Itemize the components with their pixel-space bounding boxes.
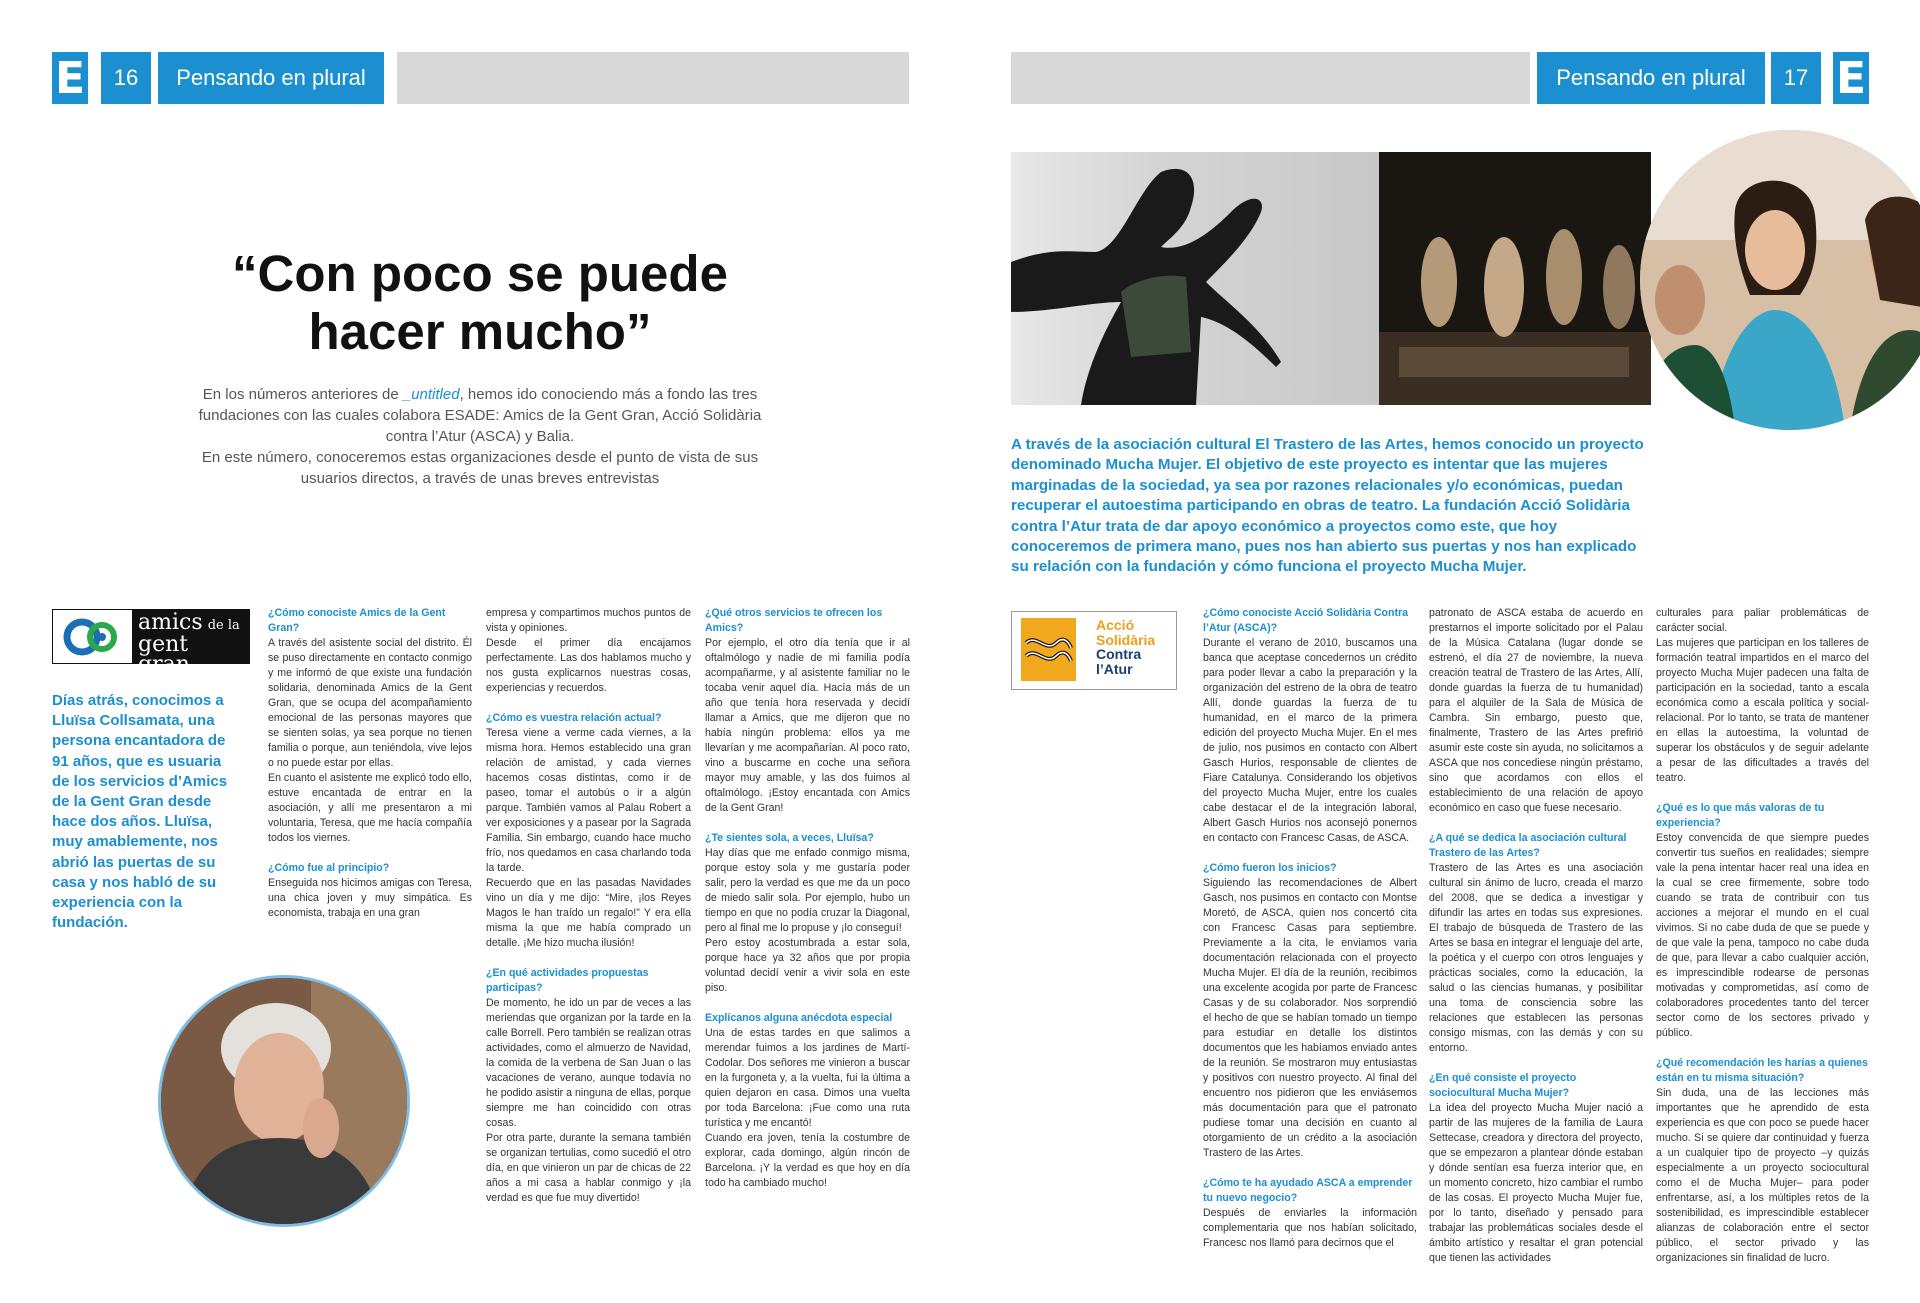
question: ¿Cómo es vuestra relación actual? [486,712,662,724]
answer-paragraph: Por ejemplo, el otro día tenía que ir al oftalmólogo y nadie de mi familia podía acompañarme, y al asistente familiar no le tocaba venir aquel día. Hacía más de un año que tenía hora reservada y decidí llamar a Amics, que me dijeron que no había ningún problema: ellos ya me llevarían y me acompañarían. Al poco rato, vino a buscarme en coche una señora mayor muy amable, y las dos fuimos al oftalmólogo. ¡Estoy encantada con Amics de la Gent Gran! [705,637,910,814]
mannequins-photo [1379,152,1651,405]
paragraph-gap [268,846,472,861]
answer-paragraph: Siguiendo las recomendaciones de Albert Gasch, nos pusimos en contacto con Montse Moretó, de ASCA, quien nos concertó cita con Francesc Casas para septiembre. Previamente a la cita, le enviamos varia documentación relacionada con el proyecto Mucha Mujer. El día de la reunión, recibimos una excelente acogida por parte de Francesc Casas y de su colaborador. Nos sorprendió el hecho de que se habían tomado un tiempo para estudiar en detalle los distintos documentos que les habíamos enviado antes de la reunión. Se mostraron muy entusiastas y positivos con nuestro proyecto. Al final del encuentro nos pidieron que les enviásemos más documentación para que el patronato pudiese tomar una decisión en cuanto al otorgamiento de un crédito a la asociación Trastero de las Artes. [1203,877,1417,1159]
amics-logo-text [133,610,249,677]
column-6 [1656,606,1869,1266]
answer-paragraph: Teresa viene a verme cada viernes, a la misma hora. Hemos establecido una gran relación de amistad, y cada viernes hacemos cosas distintas, como ir de paseo, tomar el autobús o ir a algún parque. También vamos al Palau Robert a ver exposiciones y a pasear por la Sagrada Familia. Sin embargo, cuando hace mucho frío, nos quedamos en casa charlando toda la tarde. [486,727,691,874]
intro-before: En los números anteriores de [202,386,403,403]
question: ¿A qué se dedica la asociación cultural Trastero de las Artes? [1429,832,1627,859]
answer-paragraph: Hay días que me enfado conmigo misma, porque estoy sola y me gustaría poder salir, pero la verdad es que me da un poco de miedo salir sola. Por ejemplo, hubo un tiempo en que no podía cruzar la Diagonal, pero al final me lo propuse y ¡lo conseguí! [705,847,910,934]
question: ¿Cómo fue al principio? [268,862,390,874]
section-title-left: Pensando en plural [158,52,384,104]
paragraph-gap [1429,1056,1643,1071]
answer-paragraph: Sin duda, una de las lecciones más importantes que he aprendido de esta experiencia es que con poco se puede hacer mucho. Si se quiere dar continuidad y fuerza a un cualquier tipo de proyecto –y quizás especialmente a un proyecto sociocultural como el de Mucha Mujer– para poder enfrentarse, así, a los múltiples retos de la sostenibilidad, es imprescindible establecer alianzas de colaboración entre el sector público, el sector privado y las organizaciones sin finalidad de lucro. [1656,1087,1869,1264]
acc-logo-line1: Acció [1096,617,1135,633]
answer-paragraph: Enseguida nos hicimos amigas con Teresa, una chica joven y muy simpática. Es economista, trabaja en una gran [268,877,472,919]
question: ¿Cómo te ha ayudado ASCA a emprender tu nuevo negocio? [1203,1177,1413,1204]
intro-after: , hemos ido conociendo más a fondo las tres fundaciones con las cuales colabora ESADE: Amics de la Gent Gran, Acció Solidària contra l’Atur (ASCA) y Balia. [198,386,762,445]
amics-logo [52,609,250,677]
answer-paragraph: patronato de ASCA estaba de acuerdo en prestarnos el importe solicitado por el Palau de la Música Catalana (lugar donde se estrenó, el día 27 de noviembre, la nueva creación teatral de Trastero de las Artes, Allí, donde guardas la fuerza de tu humanidad) para el alquiler de la Sala de Música de Cambra. Sin embargo, puesto que, finalmente, Trastero de las Artes prefirió asumir este coste sin ayuda, no solicitamos a ASCA que nos concediese ningún préstamo, sino que acordamos con ellos el establecimiento de una relación de apoyo económico en caso que fuese necesario. [1429,607,1643,814]
paragraph-gap [705,996,910,1011]
answer-paragraph: Cuando era joven, tenía la costumbre de explorar, cada domingo, algún rincón de Barcelona. ¡Y la verdad es que hoy en día todo ha cambiado mucho! [705,1132,910,1189]
amics-logo-word: amics [138,610,203,635]
answer-paragraph: Después de enviarles la información complementaria que nos habían solicitado, Francesc nos llamó para decirnos que el [1203,1207,1417,1249]
header-bar-left [397,52,909,104]
intro-lluisa: Días atrás, conocimos a Lluïsa Collsamata, una persona encantadora de 91 años, que es usuaria de los servicios d’Amics de la Gent Gran desde hace dos años. Lluïsa, muy amablemente, nos abrió las puertas de su casa y nos habló de su experiencia con la fundación. [52,692,228,932]
lead-right: A través de la asociación cultural El Trastero de las Artes, hemos conocido un proyecto denominado Mucha Mujer. El objetivo de este proyecto es intentar que las mujeres marginadas de la sociedad, ya sea por razones relacionales y/o económicas, puedan recuperar el autoestima participando en obras de teatro. La fundación Acció Solidària contra l’Atur trata de dar apoyo económico a proyectos como este, que hoy conoceremos de primera mano, pues nos han abierto sus puertas y nos han explicado su relación con la fundación y cómo funciona el proyecto Mucha Mujer. [1011,436,1644,576]
column-1 [268,606,472,921]
paragraph-gap [1203,1161,1417,1176]
magazine-name: _untitled [402,386,460,403]
paragraph-gap [1656,1041,1869,1056]
question: Explícanos alguna anécdota especial [705,1012,893,1024]
answer-paragraph: A través del asistente social del distrito. Él se puso directamente en contacto conmigo y me informó de que existe una fundación solidaria, denominada Amics de la Gent Gran, que se ocupa del acompañamiento emocional de las personas mayores que se sienten solas, ya sea porque no tienen familia o porque, aun teniéndola, vive lejos o no puede estar por ellas. [268,637,472,769]
question: ¿Cómo conociste Acció Solidària Contra l’Atur (ASCA)? [1203,607,1409,634]
acc-logo-line3: Contra [1096,646,1142,662]
answer-paragraph: Recuerdo que en las pasadas Navidades vino un día y me dijo: “Mire, ¡los Reyes Magos le han traído un regalo!” Y era ella misma la que me había comprado un detalle. ¡Me hizo mucha ilusión! [486,877,691,949]
paragraph-gap [1203,846,1417,861]
actresses-figure [1640,130,1920,430]
question: ¿Te sientes sola, a veces, Lluïsa? [705,832,874,844]
answer-paragraph: En cuanto el asistente me explicó todo ello, estuve encantada de entrar en la asociación, y allí me presentaron a mi voluntaria, Teresa, que me hacía compañía todos los viernes. [268,772,472,844]
section-title-right: Pensando en plural [1537,52,1765,104]
actresses-photo [1640,130,1920,430]
answer-paragraph: Por otra parte, durante la semana también se organizan tertulias, como sucedió el otro día, en que vinieron un par de chicas de 22 años a mi casa a hablar conmigo y ¡la verdad es que fue muy divertido! [486,1132,691,1204]
amics-logo-small: de la [207,618,240,633]
knot-icon [1021,618,1076,681]
question: ¿En qué consiste el proyecto sociocultural Mucha Mujer? [1429,1072,1577,1099]
answer-paragraph: Trastero de las Artes es una asociación cultural sin ánimo de lucro, creada el marzo del 2008, que se dedica a investigar y difundir las artes en todas sus expresiones. El trabajo de búsqueda de Trastero de las Artes se basa en integrar el lenguaje del arte, la poética y el cuerpo con otros lenguajes y prácticas sociales, como la educación, la salud o las ciencias humanas, y posibilitar una toma de consciencia sobre las relaciones que establecen las personas consigo mismas, con las demás y con su entorno. [1429,862,1643,1054]
acc-logo-line4: l’Atur [1096,660,1133,677]
answer-paragraph: Durante el verano de 2010, buscamos una banca que aceptase concedernos un crédito para poder llevar a cabo la preparación y la organización del estreno de la obra de teatro Allí, donde guardas la fuerza de tu humanidad, en el marco de la primera edición del proyecto Mucha Mujer. En el mes de julio, nos pusimos en contacto con Albert Gasch Hurios, responsable de clientes de Fiare Catalunya. Considerando los objetivos del proyecto Mucha Mujer, entre los cuales cabe destacar el de la integración laboral, Albert Gasch Hurios nos aconsejó ponernos en contacto con Francesc Casas, de ASCA. [1203,637,1417,844]
e-logo-right: E [1833,52,1869,104]
mannequins-figure [1379,152,1651,405]
paragraph-gap [705,816,910,831]
amics-logo-word2: gent gran [138,632,190,677]
answer-paragraph: culturales para paliar problemáticas de carácter social. [1656,607,1869,634]
answer-paragraph: La idea del proyecto Mucha Mujer nació a partir de las mujeres de la familia de Laura Settecase, creadora y directora del proyecto, que se empezaron a plantear dónde estaban y dónde sentían esa fuerza interior que, en un momento concreto, hizo cambiar el rumbo de las cosas. El proyecto Mucha Mujer fue, por lo tanto, diseñado y pensado para trabajar las problemáticas sociales desde el ámbito artístico y resaltar el gran potencial que tienen las actividades [1429,1102,1643,1264]
intro-line2: En este número, conoceremos estas organizaciones desde el punto de vista de sus usuarios directos, a través de unas breves entrevistas [201,449,759,487]
page-number-right: 17 [1771,52,1821,104]
e-logo-left: E [52,52,88,104]
portrait-figure [161,978,407,1224]
answer-paragraph: Desde el primer día encajamos perfectamente. Las dos hablamos mucho y nos gusta explicarnos nuestras cosas, experiencias y recuerdos. [486,637,691,694]
column-5 [1429,606,1643,1266]
paragraph-gap [1429,816,1643,831]
amics-logo-symbol [53,610,133,663]
page-number-left: 16 [101,52,151,104]
question: ¿Cómo conociste Amics de la Gent Gran? [268,607,446,634]
answer-paragraph: Estoy convencida de que siempre puedes convertir tus sueños en realidades; siempre vale la pena intentar hacer real una idea en la cual se cree firmemente, sobre todo cuando se trata de contribuir con tus acciones a mejorar el mundo en el cual vivimos. Si no cabe duda de que se puede y de que vale la pena, tampoco no cabe duda de que, para llevar a cabo cualquier acción, es imprescindible rodearse de personas motivadas y comprometidas, así como de colaboradores procedentes tanto del tercer sector como de los sectores privado y público. [1656,832,1869,1039]
paragraph-gap [486,951,691,966]
question: ¿Cómo fueron los inicios? [1203,862,1337,874]
dancer-silhouette [1011,152,1379,405]
question: ¿Qué es lo que más valoras de tu experiencia? [1656,802,1825,829]
paragraph-gap [486,696,691,711]
acc-logo-line2: Solidària [1096,631,1156,648]
answer-paragraph: Las mujeres que participan en los talleres de formación teatral impartidos en el marco del proyecto Mucha Mujer padecen una falta de participación en la sociedad, tanto a escala económica como a escala política y social-relacional. Por lo tanto, se trata de mantener en ellas la autoestima, la voluntad de superar los obstáculos y de seguir adelante a pesar de las dificultades a través del teatro. [1656,637,1869,784]
answer-paragraph: Una de estas tardes en que salimos a merendar fuimos a los jardines de Martí-Codolar. Dos señores me vinieron a buscar en la furgoneta y, a la vuelta, fui la última a quien dejaron en casa. Dimos una vuelta por toda Barcelona: ¡Fue como una ruta turística y me encantó! [705,1027,910,1129]
question: ¿En qué actividades propuestas participas? [486,967,649,994]
lluisa-portrait [158,975,410,1227]
acc-logo-text [1096,618,1155,676]
question: ¿Qué recomendación les harías a quienes están en tu misma situación? [1656,1057,1868,1084]
column-2 [486,606,691,1206]
headline: “Con poco se puede hacer mucho” [232,245,728,360]
acc-logo [1011,611,1177,690]
amics-circles-icon [58,617,128,657]
question: ¿Qué otros servicios te ofrecen los Amics? [705,607,883,634]
header-bar-right [1011,52,1530,104]
paragraph-gap [1656,786,1869,801]
column-4 [1203,606,1417,1251]
column-3 [705,606,910,1191]
answer-paragraph: empresa y compartimos muchos puntos de vista y opiniones. [486,607,691,634]
answer-paragraph: Pero estoy acostumbrada a estar sola, porque hace ya 32 años que por propia voluntad decidí venir a vivir sola en este piso. [705,937,910,994]
acc-logo-square [1021,618,1076,681]
answer-paragraph: De momento, he ido un par de veces a las meriendas que organizan por la tarde en la calle Borrell. Pero también se realizan otras actividades, como el almuerzo de Navidad, la comida de la verbena de San Juan o las vacaciones de verano, aunque todavía no he podido asistir a ninguna de ellas, porque siempre me han coincidido con otras cosas. [486,997,691,1129]
intro-text [190,384,770,489]
dancer-photo [1011,152,1379,405]
